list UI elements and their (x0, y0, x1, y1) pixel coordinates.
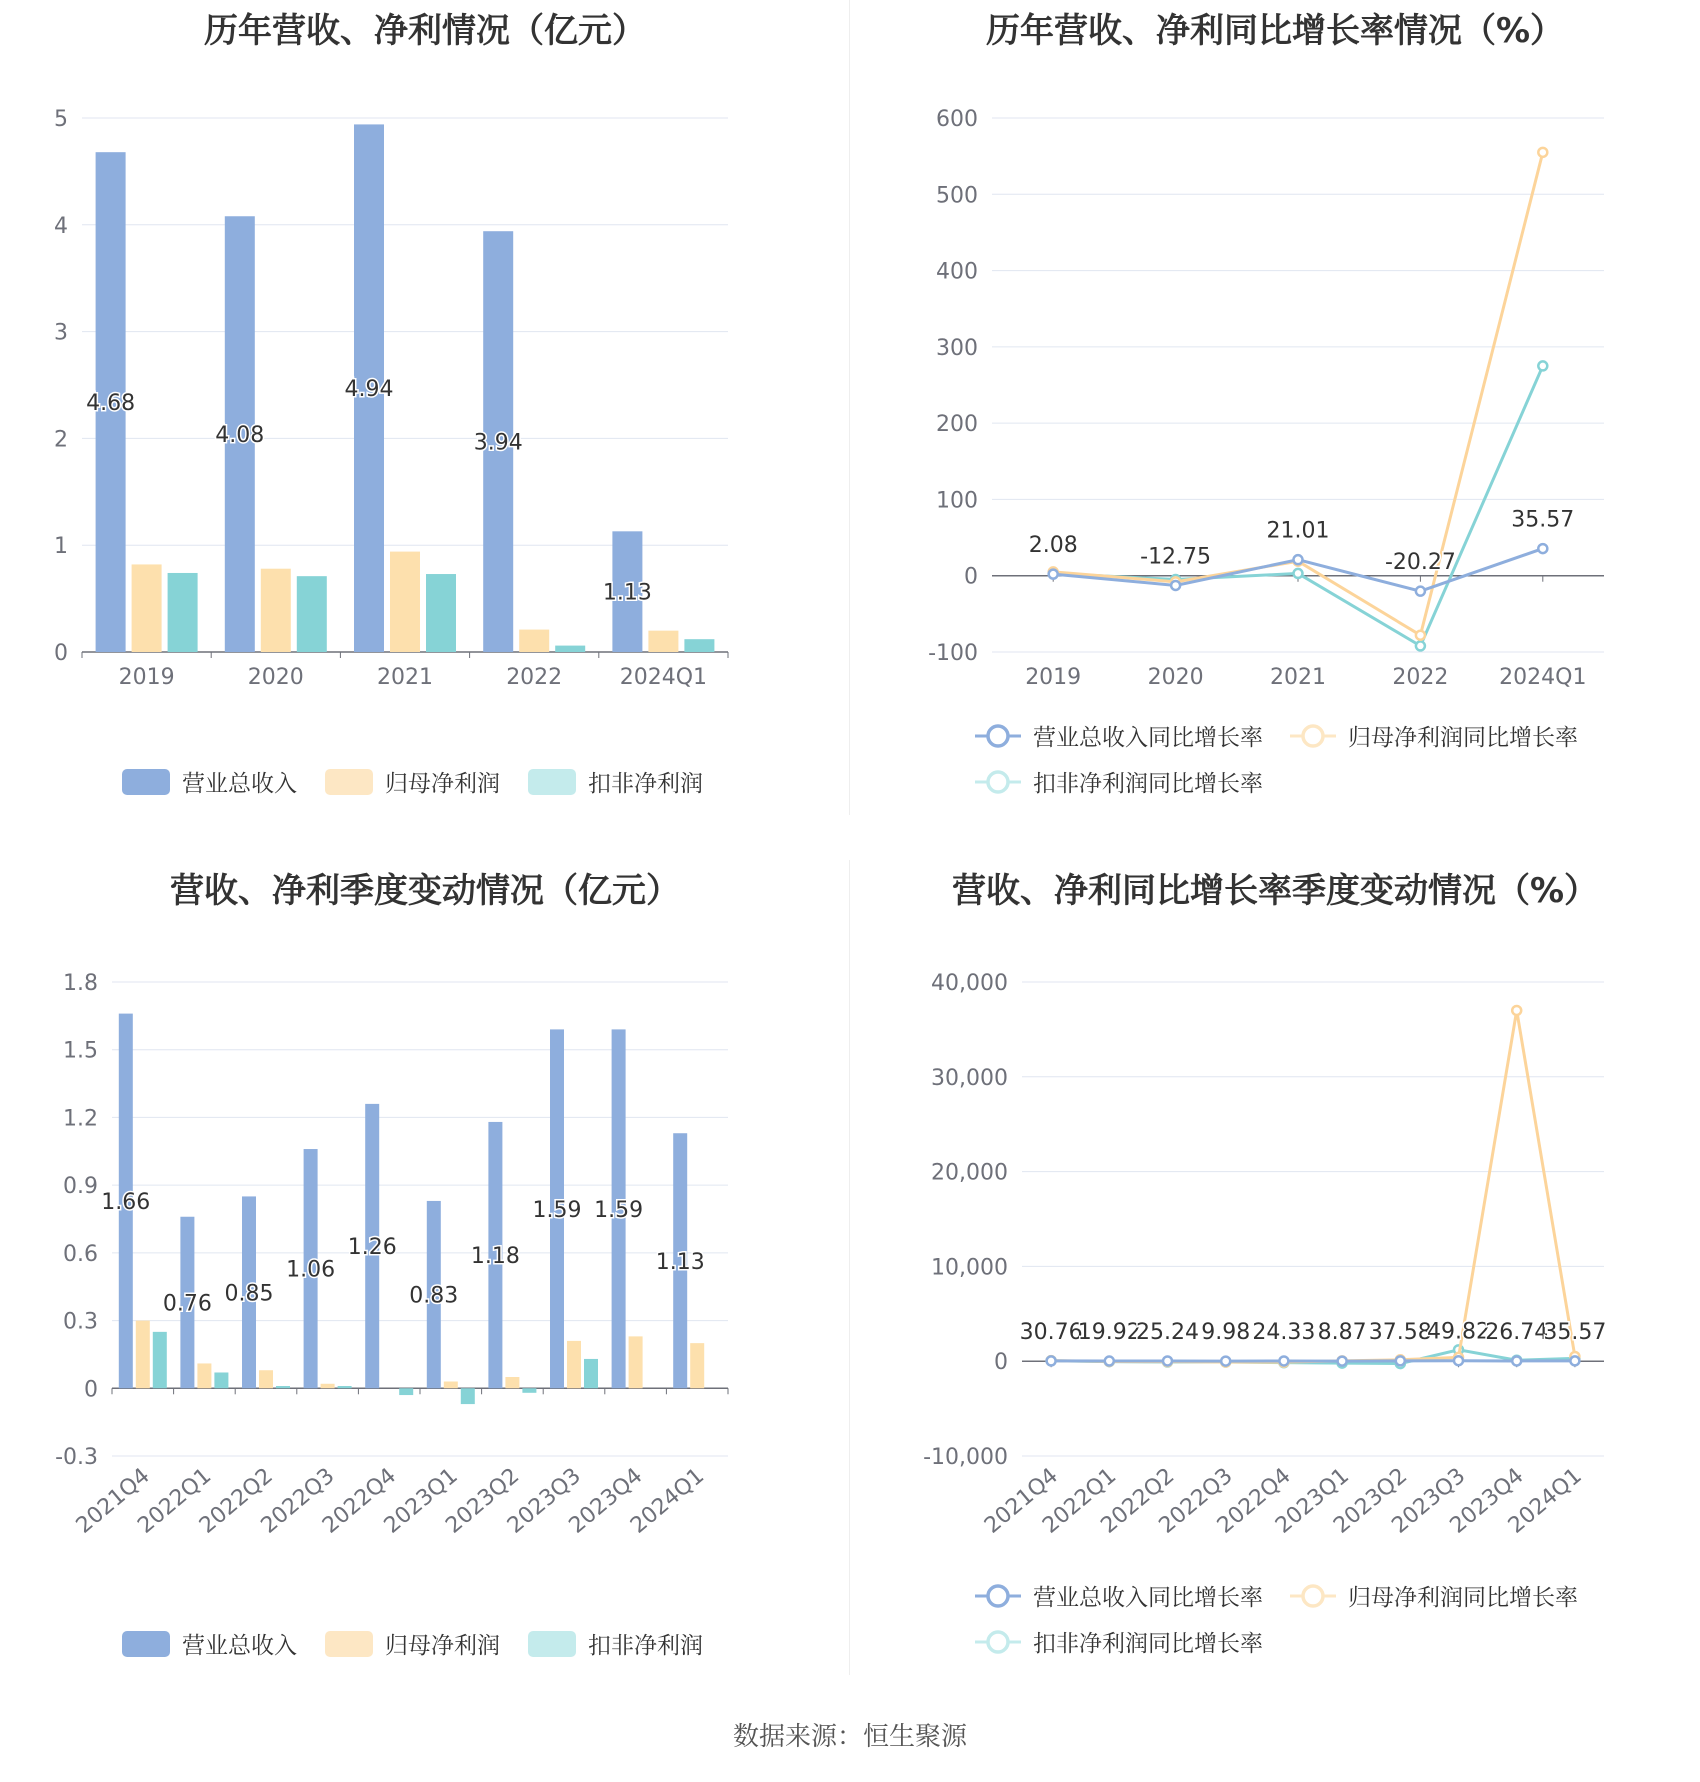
y-tick-label: 200 (936, 412, 978, 438)
y-tick-label: 5 (54, 107, 68, 132)
data-label: 30.76 (1019, 1319, 1083, 1345)
bar-归母净利润 (690, 1343, 704, 1388)
data-point (1294, 569, 1303, 578)
data-label: -20.27 (1384, 550, 1456, 576)
data-label: 25.24 (1136, 1319, 1199, 1345)
bar-扣非净利润 (584, 1359, 598, 1388)
annual-growth-panel (850, 0, 1700, 860)
data-label: 1.59 (532, 1197, 582, 1223)
data-point (1538, 361, 1547, 370)
bar-归母净利润 (648, 631, 678, 652)
annual-revenue-profit-chart (0, 0, 850, 815)
x-tick-label: 2024Q1 (626, 1463, 710, 1539)
data-label: 3.94 (473, 430, 523, 456)
y-tick-label: 0 (964, 564, 978, 590)
legend-label: 归母净利润 (385, 1633, 500, 1659)
data-label: 24.33 (1252, 1319, 1316, 1345)
bar-归母净利润 (136, 1321, 150, 1389)
x-tick-label: 2019 (118, 665, 175, 690)
bar-扣非净利润 (153, 1332, 167, 1388)
x-tick-label: 2022Q2 (1096, 1463, 1180, 1539)
data-label: 19.92 (1077, 1320, 1141, 1346)
data-label: 2.08 (1028, 533, 1078, 559)
legend-marker (988, 772, 1008, 792)
legend-label: 归母净利润同比增长率 (1348, 725, 1578, 751)
data-point (1294, 555, 1303, 564)
data-label: 21.01 (1266, 518, 1330, 544)
legend-label: 扣非净利润 (588, 771, 703, 797)
x-tick-label: 2023Q1 (379, 1463, 463, 1539)
legend-label: 归母净利润同比增长率 (1348, 1585, 1578, 1611)
y-tick-label: 0 (84, 1377, 98, 1403)
data-label: 1.59 (594, 1197, 644, 1223)
legend-marker (988, 726, 1008, 746)
quarterly-growth-chart (850, 860, 1700, 1675)
data-label: 1.18 (470, 1244, 520, 1270)
bar-扣非净利润 (338, 1386, 352, 1388)
y-tick-label: 4 (54, 213, 68, 239)
y-tick-label: 10,000 (931, 1255, 1008, 1281)
data-label: 1.26 (347, 1235, 397, 1261)
data-label: 9.98 (1201, 1320, 1251, 1346)
data-label: 1.06 (286, 1257, 336, 1283)
y-tick-label: 100 (936, 488, 978, 514)
plot-group (928, 107, 1604, 690)
data-label: 1.66 (101, 1189, 151, 1215)
x-tick-label: 2022Q3 (256, 1463, 340, 1539)
data-point (1570, 1356, 1579, 1365)
x-tick-label: 2021 (377, 665, 433, 690)
legend-label: 归母净利润 (385, 771, 500, 797)
series-line-归母净利润同比增长率 (1051, 1010, 1575, 1362)
x-tick-label: 2022 (506, 665, 563, 690)
y-tick-label: 0.3 (63, 1309, 98, 1335)
legend-swatch (528, 1631, 576, 1657)
data-point (1512, 1356, 1521, 1365)
data-label: 26.74 (1485, 1319, 1549, 1345)
bar-归母净利润 (390, 552, 420, 652)
annual-growth-chart (850, 0, 1700, 815)
y-tick-label: 1.5 (63, 1038, 98, 1064)
legend-marker (1303, 726, 1323, 746)
data-point (1163, 1356, 1172, 1365)
chart-title: 历年营收、净利同比增长率情况（%） (985, 11, 1565, 51)
x-tick-label: 2022Q3 (1154, 1463, 1238, 1539)
y-tick-label: 500 (936, 183, 978, 209)
x-tick-label: 2021 (1270, 665, 1326, 690)
x-tick-label: 2020 (247, 665, 304, 690)
y-tick-label: -0.3 (55, 1445, 98, 1470)
data-label: 1.13 (655, 1249, 705, 1275)
bar-归母净利润 (444, 1382, 458, 1389)
data-label: 8.87 (1317, 1320, 1367, 1346)
y-tick-label: 1.8 (63, 971, 98, 996)
data-label: 0.83 (409, 1283, 459, 1309)
y-tick-label: 400 (936, 259, 978, 285)
y-tick-label: 600 (936, 107, 978, 132)
quarterly-revenue-profit-chart (0, 860, 850, 1675)
data-point (1538, 544, 1547, 553)
y-tick-label: 2 (54, 427, 68, 453)
data-point (1416, 641, 1425, 650)
quarterly-revenue-profit-panel (0, 860, 850, 1720)
bar-扣非净利润 (399, 1388, 413, 1395)
data-point (1396, 1356, 1405, 1365)
x-tick-label: 2022Q1 (133, 1463, 217, 1539)
data-point (1338, 1357, 1347, 1366)
x-tick-label: 2023Q3 (1387, 1463, 1471, 1539)
legend-marker (1303, 1586, 1323, 1606)
y-tick-label: 20,000 (931, 1160, 1008, 1186)
data-point (1171, 581, 1180, 590)
legend-marker (988, 1632, 1008, 1652)
legend-swatch (325, 769, 373, 795)
data-source: 数据来源：恒生聚源 (732, 1722, 967, 1752)
chart-title: 营收、净利同比增长率季度变动情况（%） (951, 871, 1599, 911)
bar-归母净利润 (261, 569, 291, 652)
bar-归母净利润 (197, 1363, 211, 1388)
bar-扣非净利润 (214, 1372, 228, 1388)
bar-扣非净利润 (168, 573, 198, 652)
x-tick-label: 2024Q1 (1499, 665, 1587, 690)
x-tick-label: 2023Q2 (441, 1463, 525, 1539)
legend-swatch (122, 1631, 170, 1657)
quarterly-growth-panel (850, 860, 1700, 1720)
legend-label: 营业总收入同比增长率 (1033, 1585, 1263, 1611)
y-tick-label: 40,000 (931, 971, 1008, 996)
data-point (1279, 1356, 1288, 1365)
bar-扣非净利润 (426, 574, 456, 652)
bar-归母净利润 (259, 1370, 273, 1388)
chart-title: 营收、净利季度变动情况（亿元） (170, 871, 680, 911)
legend-swatch (528, 769, 576, 795)
legend-label: 营业总收入同比增长率 (1033, 725, 1263, 751)
data-label: 4.68 (86, 391, 136, 417)
x-tick-label: 2021Q4 (71, 1463, 155, 1539)
data-label: 4.08 (215, 423, 265, 449)
x-tick-label: 2024Q1 (1503, 1463, 1587, 1539)
legend-label: 营业总收入 (182, 1633, 297, 1659)
bar-扣非净利润 (555, 646, 585, 652)
x-tick-label: 2021Q4 (980, 1463, 1063, 1539)
bar-扣非净利润 (297, 576, 327, 652)
data-point (1416, 587, 1425, 596)
data-point (1105, 1357, 1114, 1366)
y-tick-label: -100 (928, 641, 978, 666)
y-tick-label: 0 (994, 1350, 1008, 1376)
y-tick-label: 0.6 (63, 1241, 98, 1267)
x-tick-label: 2022Q4 (318, 1463, 402, 1539)
bar-归母净利润 (519, 630, 549, 652)
legend-label: 扣非净利润 (588, 1633, 703, 1659)
data-label: 49.82 (1427, 1319, 1490, 1345)
data-label: 4.94 (344, 377, 394, 403)
data-label: 0.85 (224, 1281, 274, 1307)
chart-title: 历年营收、净利情况（亿元） (204, 11, 646, 51)
legend-label: 营业总收入 (182, 771, 297, 797)
x-tick-label: 2024Q1 (619, 665, 708, 690)
data-point (1454, 1356, 1463, 1365)
y-tick-label: 30,000 (931, 1065, 1008, 1091)
legend-swatch (122, 769, 170, 795)
x-tick-label: 2022Q4 (1212, 1463, 1296, 1539)
x-tick-label: 2020 (1147, 665, 1204, 690)
plot-group (923, 971, 1606, 1539)
data-label: 0.76 (162, 1291, 212, 1317)
y-tick-label: -10,000 (923, 1445, 1008, 1470)
data-label: 35.57 (1511, 507, 1575, 533)
legend-marker (988, 1586, 1008, 1606)
x-tick-label: 2023Q2 (1329, 1463, 1413, 1539)
y-tick-label: 1.2 (63, 1106, 98, 1132)
y-tick-label: 1 (54, 534, 68, 560)
data-point (1221, 1357, 1230, 1366)
x-tick-label: 2019 (1025, 665, 1082, 690)
data-label: 1.13 (602, 580, 652, 606)
bar-归母净利润 (505, 1377, 519, 1388)
x-tick-label: 2023Q4 (1445, 1463, 1529, 1539)
x-tick-label: 2023Q3 (502, 1463, 586, 1539)
data-point (1512, 1006, 1521, 1015)
x-tick-label: 2023Q1 (1271, 1463, 1354, 1539)
data-label: 35.57 (1543, 1319, 1607, 1345)
bar-归母净利润 (132, 564, 162, 652)
legend-swatch (325, 1631, 373, 1657)
bar-扣非净利润 (522, 1388, 536, 1393)
y-tick-label: 0.9 (63, 1174, 98, 1200)
x-tick-label: 2022Q2 (194, 1463, 278, 1539)
data-label: -12.75 (1140, 544, 1212, 570)
y-tick-label: 0 (54, 641, 68, 666)
bar-归母净利润 (321, 1384, 335, 1389)
series-line-扣非净利润同比增长率 (1053, 366, 1543, 646)
data-point (1538, 148, 1547, 157)
data-point (1047, 1356, 1056, 1365)
data-point (1049, 570, 1058, 579)
legend-label: 扣非净利润同比增长率 (1033, 1631, 1263, 1657)
bar-扣非净利润 (684, 639, 714, 652)
x-tick-label: 2022 (1392, 665, 1449, 690)
bar-归母净利润 (567, 1341, 581, 1388)
bar-归母净利润 (629, 1336, 643, 1388)
legend-label: 扣非净利润同比增长率 (1033, 771, 1263, 797)
annual-revenue-profit-panel (0, 0, 850, 860)
x-tick-label: 2023Q4 (564, 1463, 648, 1539)
x-tick-label: 2022Q1 (1038, 1463, 1122, 1539)
data-label: 37.58 (1368, 1319, 1432, 1345)
y-tick-label: 3 (54, 320, 68, 346)
data-point (1416, 631, 1425, 640)
y-tick-label: 300 (936, 335, 978, 361)
bar-扣非净利润 (461, 1388, 475, 1404)
bar-扣非净利润 (276, 1386, 290, 1388)
